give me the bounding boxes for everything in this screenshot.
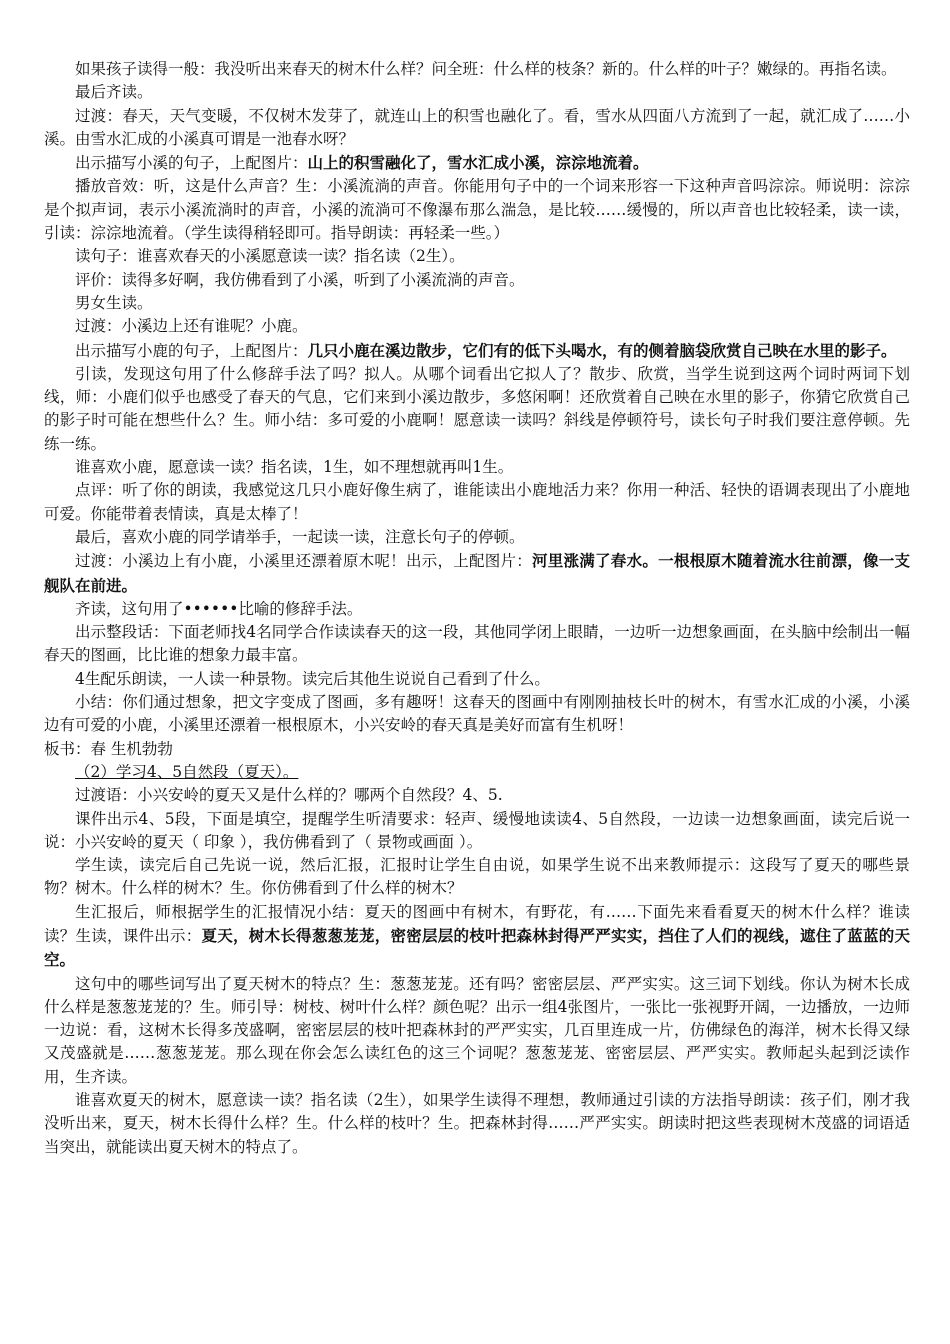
paragraph <box>44 363 910 456</box>
paragraph <box>44 973 910 1089</box>
paragraph-text: 4生配乐朗读，一人读一种景物。读完后其他生说说自己看到了什么。 <box>75 669 550 688</box>
paragraph <box>44 58 910 81</box>
paragraph-text: 评价：读得多好啊，我仿佛看到了小溪，听到了小溪流淌的声音。 <box>75 270 525 289</box>
paragraph <box>44 784 910 807</box>
paragraph-text: 课件出示4、5段，下面是填空，提醒学生听清要求：轻声、缓慢地读读4、5自然段，一边读一边想象画面，读完后说一说：小兴安岭的夏天（ 印象 ），我仿佛看到了（ 景物或画面 ）。 <box>44 809 910 851</box>
paragraph <box>44 901 910 973</box>
paragraph <box>44 479 910 526</box>
paragraph-text: 谁喜欢小鹿，愿意读一读？指名读，1生，如不理想就再叫1生。 <box>75 458 514 477</box>
paragraph <box>44 105 910 152</box>
bold-quote-text: 夏天，树木长得葱葱茏茏，密密层层的枝叶把森林封得严严实实，挡住了人们的视线，遮住了蓝蓝的天空。 <box>44 925 910 970</box>
paragraph-text: 播放音效：听，这是什么声音？生：小溪流淌的声音。你能用句子中的一个词来形容一下这种声音吗淙淙。师说明：淙淙是个拟声词，表示小溪流淌时的声音，小溪的流淌可不像瀑布那么湍急，是比较……缓慢的，所以声音也比较轻柔，读一读，引读：淙淙地流着。（学生读得稍轻即可。指导朗读：再轻柔一些。） <box>44 177 910 243</box>
paragraph-text: 过渡：小溪边上还有谁呢？小鹿。 <box>75 317 308 336</box>
bold-quote-text: 山上的积雪融化了，雪水汇成小溪，淙淙地流着。 <box>307 153 649 173</box>
paragraph <box>44 738 910 761</box>
paragraph <box>44 598 910 621</box>
paragraph <box>44 151 910 175</box>
paragraph <box>44 761 910 784</box>
section-heading-text: （2）学习4、5自然段（夏天）。 <box>75 762 299 781</box>
paragraph-text: 板书：春 生机勃勃 <box>44 739 173 758</box>
paragraph-text: 出示整段话：下面老师找4名同学合作读读春天的这一段，其他同学闭上眼睛，一边听一边想象画面，在头脑中绘制出一幅春天的图画，比比谁的想象力最丰富。 <box>44 623 910 665</box>
paragraph-text: 谁喜欢夏天的树木，愿意读一读？指名读（2生），如果学生读得不理想，教师通过引读的方法指导朗读：孩子们，刚才我没听出来，夏天，树木长得什么样？生。什么样的枝叶？生。把森林封得……严严实实。朗读时把这些表现树木茂盛的词语适当突出，就能读出夏天树木的特点了。 <box>44 1091 910 1156</box>
paragraph <box>44 526 910 549</box>
paragraph-text: 如果孩子读得一般：我没听出来春天的树木什么样？问全班：什么样的枝条？新的。什么样的叶子？嫩绿的。再指名读。 <box>75 60 897 78</box>
paragraph <box>44 269 910 292</box>
paragraph <box>44 808 910 855</box>
paragraph <box>44 339 910 363</box>
paragraph-text: 出示描写小鹿的句子，上配图片： <box>75 341 308 360</box>
paragraph-text: 过渡：小溪边上有小鹿，小溪里还漂着原木呢！出示，上配图片： <box>75 552 533 571</box>
paragraph-text: 点评：听了你的朗读，我感觉这几只小鹿好像生病了，谁能读出小鹿地活力来？你用一种活、轻快的语调表现出了小鹿地可爱。你能带着表情读，真是太棒了！ <box>44 481 910 523</box>
paragraph-text: 最后，喜欢小鹿的同学请举手，一起读一读，注意长句子的停顿。 <box>75 527 525 546</box>
paragraph-text: 过渡：春天，天气变暖，不仅树木发芽了，就连山上的积雪也融化了。看，雪水从四面八方流到了一起，就汇成了……小溪。由雪水汇成的小溪真可谓是一池春水呀？ <box>44 106 910 148</box>
paragraph <box>44 549 910 598</box>
paragraph-text: 最后齐读。 <box>75 83 153 102</box>
paragraph <box>44 621 910 668</box>
paragraph <box>44 175 910 245</box>
paragraph <box>44 81 910 104</box>
paragraph <box>44 456 910 479</box>
paragraph-text: 生汇报后，师根据学生的汇报情况小结：夏天的图画中有树木，有野花，有……下面先来看看夏天的树木什么样？谁读读？生读，课件出示： <box>44 902 910 945</box>
paragraph <box>44 245 910 268</box>
paragraph-text: 出示描写小溪的句子，上配图片： <box>75 154 308 173</box>
bold-quote-text: 几只小鹿在溪边散步，它们有的低下头喝水，有的侧着脑袋欣赏自己映在水里的影子。 <box>307 340 897 360</box>
paragraph-text: 读句子：谁喜欢春天的小溪愿意读一读？指名读（2生）。 <box>75 247 465 266</box>
paragraph <box>44 1089 910 1159</box>
paragraph <box>44 315 910 338</box>
paragraph <box>44 691 910 738</box>
paragraph-text: 引读，发现这句用了什么修辞手法了吗？拟人。从哪个词看出它拟人了？散步、欣赏，当学生说到这两个词时两词下划线，师：小鹿们似乎也感受了春天的气息，它们来到小溪边散步，多悠闲啊！还欣赏着自己映在水里的影子，你猜它欣赏自己的影子时可能在想些什么？生。师小结：多可爱的小鹿啊！愿意读一读吗？斜线是停顿符号，读长句子时我们要注意停顿。先练一练。 <box>44 364 910 453</box>
paragraph <box>44 668 910 691</box>
paragraph-text: 小结：你们通过想象，把文字变成了图画，多有趣呀！这春天的图画中有刚刚抽枝长叶的树木，有雪水汇成的小溪，小溪边有可爱的小鹿，小溪里还漂着一根根原木，小兴安岭的春天真是美好而富有生机呀！ <box>44 693 910 735</box>
paragraph-text: 男女生读。 <box>75 293 153 312</box>
bold-quote-text: 河里涨满了春水。一根根原木随着流水往前漂，像一支舰队在前进。 <box>44 551 910 595</box>
paragraph-text: 学生读，读完后自己先说一说，然后汇报，汇报时让学生自由说，如果学生说不出来教师提示：这段写了夏天的哪些景物？树木。什么样的树木？生。你仿佛看到了什么样的树木？ <box>44 856 910 898</box>
paragraph <box>44 292 910 315</box>
paragraph-text: 过渡语：小兴安岭的夏天又是什么样的？哪两个自然段？4、5. <box>75 786 503 805</box>
paragraph-text: 齐读，这句用了••••••比喻的修辞手法。 <box>75 599 363 618</box>
paragraph <box>44 854 910 901</box>
paragraph-text: 这句中的哪些词写出了夏天树木的特点？生：葱葱茏茏。还有吗？密密层层、严严实实。这三词下划线。你认为树木长成什么样是葱葱茏茏的？生。师引导：树枝、树叶什么样？颜色呢？出示一组4张图片，一张比一张视野开阔，一边播放，一边师一边说：看，这树木长得多茂盛啊，密密层层的枝叶把森林封的严严实实，几百里连成一片，仿佛绿色的海洋，树木长得又绿又茂盛就是……葱葱茏茏。那么现在你会怎么读红色的这三个词呢？葱葱茏茏、密密层层、严严实实。教师起头起到泛读作用，生齐读。 <box>44 974 910 1086</box>
